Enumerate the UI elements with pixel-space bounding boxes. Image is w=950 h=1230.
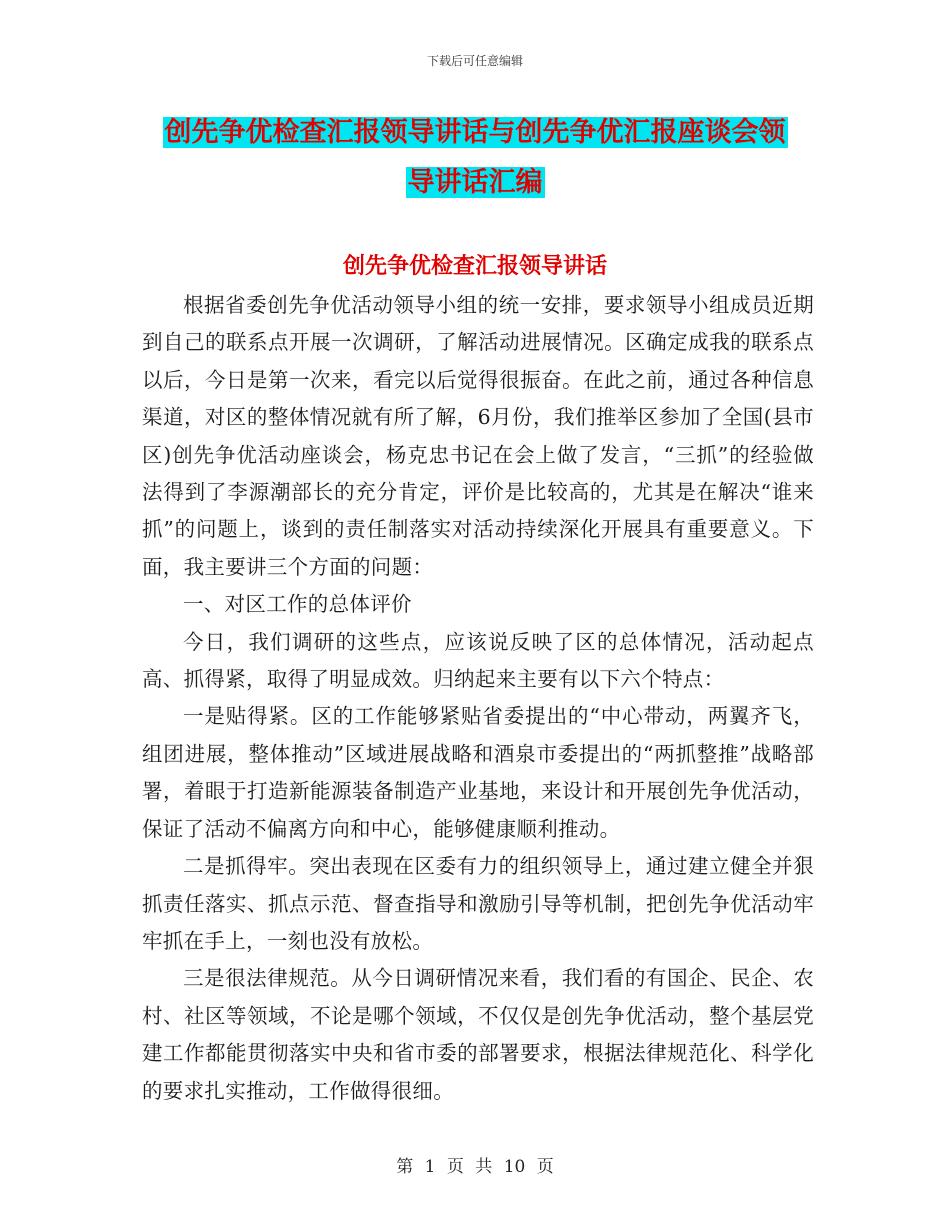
document-body xyxy=(142,287,814,1110)
page-number-footer: 第 1 页 共 10 页 xyxy=(396,1157,554,1177)
body-paragraph: 三是很法律规范。从今日调研情况来看，我们看的有国企、民企、农村、社区等领域，不论是哪个领域，不仅仅是创先争优活动，整个基层党建工作都能贯彻落实中央和省市委的部署要求，根据法律规范化、科学化的要求扎实推动，工作做得很细。 xyxy=(142,966,814,1103)
page-header: 下载后可任意编辑 xyxy=(426,54,523,68)
document-title xyxy=(120,108,830,208)
body-paragraph: 根据省委创先争优活动领导小组的统一安排，要求领导小组成员近期到自己的联系点开展一次调研，了解活动进展情况。区确定成我的联系点以后，今日是第一次来，看完以后觉得很振奋。在此之前，通过各种信息渠道，对区的整体情况就有所了解，6月份，我们推举区参加了全国(县市区)创先争优活动座谈会，杨克忠书记在会上做了发言，“三抓”的经验做法得到了李源潮部长的充分肯定，评价是比较高的，尤其是在解决“谁来抓”的问题上，谈到的责任制落实对活动持续深化开展具有重要意义。下面，我主要讲三个方面的问题： xyxy=(142,293,814,579)
document-title-line-2: 导讲话汇编 xyxy=(407,167,543,198)
body-paragraph: 二是抓得牢。突出表现在区委有力的组织领导上，通过建立健全并狠抓责任落实、抓点示范、督查指导和激励引导等机制，把创先争优活动牢牢抓在手上，一刻也没有放松。 xyxy=(142,854,814,953)
body-paragraph: 今日，我们调研的这些点，应该说反映了区的总体情况，活动起点高、抓得紧，取得了明显成效。归纳起来主要有以下六个特点： xyxy=(142,629,814,692)
body-paragraph-heading: 一、对区工作的总体评价 xyxy=(183,592,412,617)
body-paragraph: 一是贴得紧。区的工作能够紧贴省委提出的“中心带动，两翼齐飞，组团进展，整体推动”区域进展战略和酒泉市委提出的“两抓整推”战略部署，着眼于打造新能源装备制造产业基地，来设计和开展创先争优活动，保证了活动不偏离方向和中心，能够健康顺利推动。 xyxy=(142,704,814,841)
document-title-line-1: 创先争优检查汇报领导讲话与创先争优汇报座谈会领 xyxy=(164,117,786,148)
section-title: 创先争优检查汇报领导讲话 xyxy=(342,253,607,279)
